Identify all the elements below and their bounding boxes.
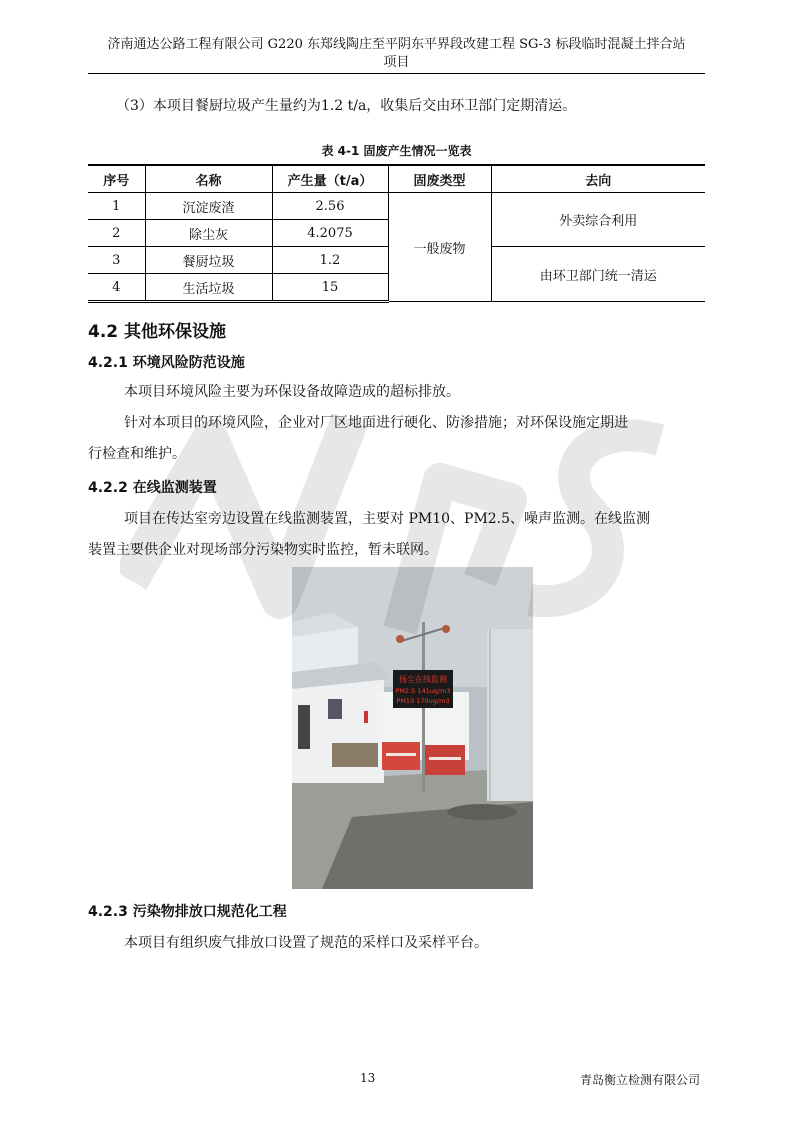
subsection-title-outlet: 4.2.3 污染物排放口规范化工程 xyxy=(88,904,287,920)
paragraph-risk-1: 本项目环境风险主要为环保设备故障造成的超标排放。 xyxy=(124,384,460,400)
subsection-title-monitoring: 4.2.2 在线监测装置 xyxy=(88,480,217,496)
cell-amount: 4.2075 xyxy=(272,220,388,247)
cell-index: 2 xyxy=(88,220,145,247)
paragraph-risk-2b: 行检查和维护。 xyxy=(88,446,186,462)
sign-title: 扬尘在线监测 xyxy=(399,675,447,684)
cell-amount: 2.56 xyxy=(272,193,388,220)
cell-name: 沉淀废渣 xyxy=(145,193,272,220)
page-header xyxy=(88,36,705,72)
cell-index: 3 xyxy=(88,247,145,274)
col-header-name: 名称 xyxy=(145,165,272,193)
footer-company: 青岛衡立检测有限公司 xyxy=(580,1073,701,1087)
cell-waste-type: 一般废物 xyxy=(388,193,491,302)
cell-destination-2: 由环卫部门统一清运 xyxy=(491,247,705,302)
header-line-2: 项目 xyxy=(383,55,410,70)
intro-paragraph: （3）本项目餐厨垃圾产生量约为1.2 t/a，收集后交由环卫部门定期清运。 xyxy=(116,98,577,114)
sign-line-1: PM2.5 141ug/m3 xyxy=(395,687,451,695)
sign-line-2: PM10 170ug/m3 xyxy=(396,697,450,705)
header-line-1: 济南通达公路工程有限公司 G220 东郑线陶庄至平阴东平界段改建工程 SG-3 标段临时混凝土拌合站 xyxy=(107,37,686,52)
paragraph-risk-2a: 针对本项目的环境风险，企业对厂区地面进行硬化、防渗措施；对环保设施定期进 xyxy=(124,415,628,431)
page-number: 13 xyxy=(360,1071,376,1085)
subsection-title-risk: 4.2.1 环境风险防范设施 xyxy=(88,355,245,371)
col-header-type: 固废类型 xyxy=(388,165,491,193)
cell-amount: 1.2 xyxy=(272,247,388,274)
cell-amount: 15 xyxy=(272,274,388,302)
cell-destination-1: 外卖综合利用 xyxy=(491,193,705,247)
table-row xyxy=(88,193,705,220)
header-rule xyxy=(88,73,705,74)
cell-name: 除尘灰 xyxy=(145,220,272,247)
cell-name: 生活垃圾 xyxy=(145,274,272,302)
table-caption: 表 4-1 固废产生情况一览表 xyxy=(321,144,472,158)
monitoring-station-photo xyxy=(292,567,533,889)
table-header-row xyxy=(88,165,705,193)
section-title: 4.2 其他环保设施 xyxy=(88,322,227,342)
cell-name: 餐厨垃圾 xyxy=(145,247,272,274)
cell-index: 4 xyxy=(88,274,145,302)
col-header-amount: 产生量（t/a） xyxy=(272,165,388,193)
col-header-index: 序号 xyxy=(88,165,145,193)
col-header-destination: 去向 xyxy=(491,165,705,193)
paragraph-monitoring-1b: 装置主要供企业对现场部分污染物实时监控，暂未联网。 xyxy=(88,542,438,558)
waste-table xyxy=(88,164,705,303)
paragraph-outlet-1: 本项目有组织废气排放口设置了规范的采样口及采样平台。 xyxy=(124,935,488,951)
paragraph-monitoring-1a: 项目在传达室旁边设置在线监测装置，主要对 PM10、PM2.5、噪声监测。在线监测 xyxy=(124,511,651,527)
cell-index: 1 xyxy=(88,193,145,220)
